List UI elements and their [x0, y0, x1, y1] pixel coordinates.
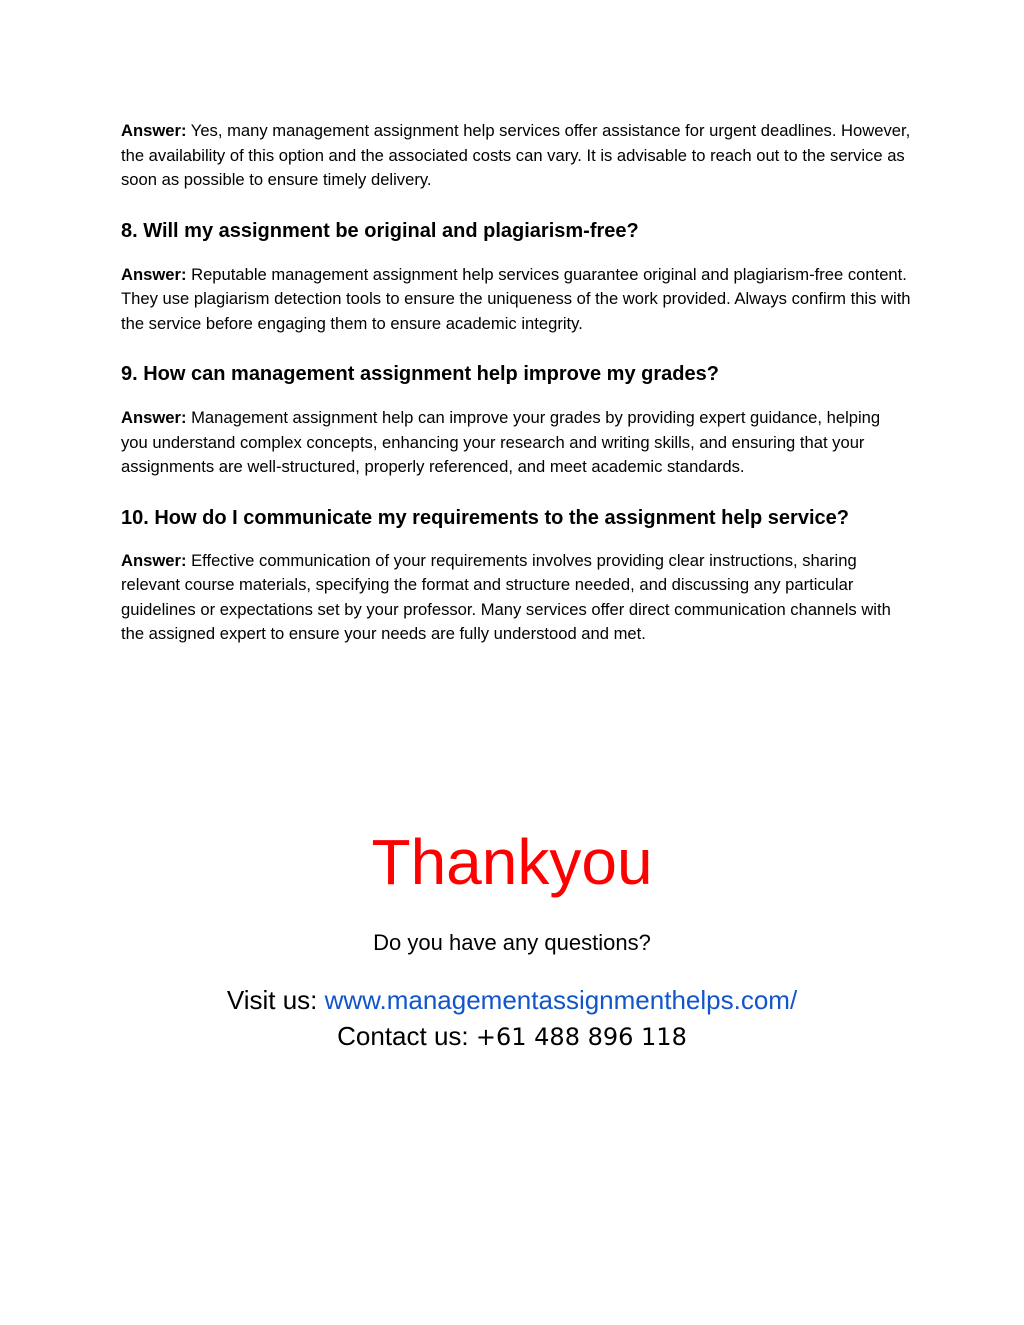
- faq-answer-8: [121, 263, 911, 337]
- faq-answer-10: [121, 549, 911, 647]
- contact-phone-number: +61 488 896 118: [475, 1023, 687, 1051]
- answer-label: Answer:: [121, 121, 187, 140]
- questions-prompt: Do you have any questions?: [373, 930, 651, 955]
- answer-text: Yes, many management assignment help services offer assistance for urgent deadlines. However, the availability of this option and the associated costs can vary. It is advisable to reach out to the service as soon as possible to ensure timely delivery.: [121, 121, 911, 189]
- faq-question-8: 8. Will my assignment be original and plagiarism-free?: [121, 219, 639, 242]
- faq-section: [121, 119, 911, 647]
- answer-text: Reputable management assignment help services guarantee original and plagiarism-free content. They use plagiarism detection tools to ensure the uniqueness of the work provided. Always confirm this with the service before engaging them to ensure academic integrity.: [121, 264, 911, 333]
- visit-label: Visit us:: [226, 985, 325, 1015]
- answer-text: Management assignment help can improve your grades by providing expert guidance, helping you understand complex concepts, enhancing your research and writing skills, and ensuring that your assignments are well-structured, properly referenced, and meet academic standards.: [121, 408, 881, 476]
- faq-question-9: 9. How can management assignment help improve my grades?: [121, 363, 719, 385]
- answer-label: Answer:: [121, 550, 187, 570]
- answer-text: Effective communication of your requirements involves providing clear instructions, sharing relevant course materials, specifying the format and structure needed, and discussing any particular guidelines or expectations set by your professor. Many services offer direct communication channels with the assigned expert to ensure your needs are fully understood and met.: [121, 550, 891, 643]
- faq-question-10: 10. How do I communicate my requirements to the assignment help service?: [121, 506, 849, 529]
- contact-label: Contact us:: [337, 1021, 476, 1051]
- visit-line: [0, 982, 1024, 1018]
- faq-answer-7: [121, 119, 911, 193]
- website-link[interactable]: www.managementassignmenthelps.com/: [324, 985, 798, 1015]
- contact-line: [0, 1018, 1024, 1055]
- answer-label: Answer:: [121, 264, 187, 284]
- faq-answer-9: [121, 406, 911, 480]
- thankyou-heading: Thankyou: [371, 826, 653, 898]
- answer-label: Answer:: [121, 408, 187, 427]
